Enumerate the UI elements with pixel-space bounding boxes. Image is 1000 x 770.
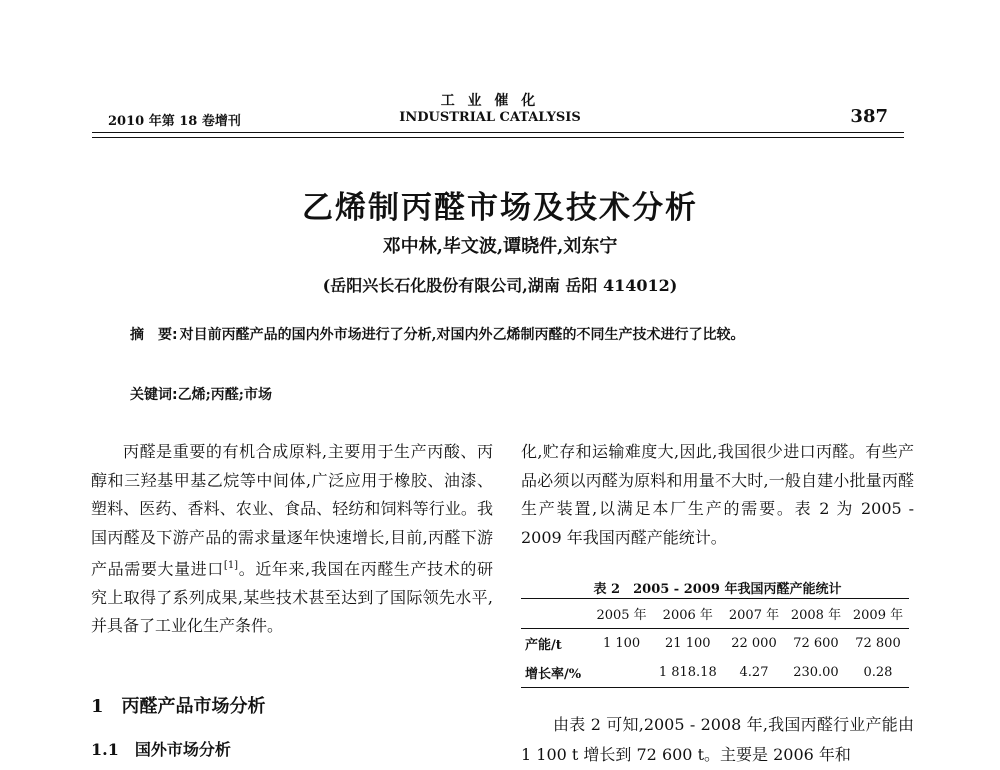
abstract (130, 322, 890, 348)
table-cell: 0.28 (863, 665, 893, 680)
table-header-cell (521, 599, 591, 629)
right-column (521, 438, 914, 552)
table-cell: 增长率/% (525, 667, 582, 682)
article-affiliation: (岳阳兴长石化股份有限公司,湖南 岳阳 414012) (322, 276, 678, 295)
header-rule-thick (92, 132, 904, 133)
header-rule-thin (92, 137, 904, 138)
table-cell: 72 800 (855, 636, 901, 651)
after-table-paragraph-block (521, 710, 914, 770)
table-header-cell: 2005 年 (596, 608, 647, 623)
journal-name (360, 90, 620, 125)
table-caption: 表 2 2005 - 2009 年我国丙醛产能统计 (593, 582, 842, 597)
after-table-paragraph: 由表 2 可知,2005 - 2008 年,我国丙醛行业产能由 1 100 t 增长到 72 600 t。主要是 2006 年和 (521, 715, 914, 764)
capacity-table (521, 598, 909, 688)
article-authors: 邓中林,毕文波,谭晓件,刘东宁 (382, 236, 618, 257)
right-paragraph: 化,贮存和运输难度大,因此,我国很少进口丙醛。有些产品必须以丙醛为原料和用量不大时,一般自建小批量丙醛生产装置,以满足本厂生产的需要。表 2 为 2005 - 2009 年我国丙醛产能统计。 (521, 442, 914, 547)
intro-paragraph (91, 438, 493, 641)
table-cell: 230.00 (793, 665, 839, 680)
journal-name-en: INDUSTRIAL CATALYSIS (399, 110, 581, 125)
page-number: 387 (850, 106, 888, 127)
keywords-label: 关键词: (130, 387, 178, 403)
table-row (521, 629, 909, 659)
table-cell: 1 100 (602, 636, 641, 651)
table-cell: 72 600 (793, 636, 839, 651)
table-cell: 4.27 (739, 665, 769, 680)
intro-text-b: 。近年来,我国在丙醛生产技术的研究上取得了系列成果,某些技术甚至达到了国际领先水平,并具备了工业化生产条件。 (91, 559, 493, 636)
table-header-cell: 2009 年 (852, 608, 904, 623)
table-cell: 21 100 (665, 636, 711, 651)
journal-name-cn: 工 业 催 化 (440, 93, 540, 109)
table-row (521, 658, 909, 688)
table-header-cell: 2006 年 (662, 608, 713, 623)
table-cell: 22 000 (731, 636, 777, 651)
section-heading-1: 1 丙醛产品市场分析 (91, 696, 266, 717)
journal-issue: 2010 年第 18 卷增刊 (108, 114, 241, 129)
table-cell (591, 658, 653, 688)
table-header-cell: 2008 年 (790, 608, 842, 623)
intro-text-a: 丙醛是重要的有机合成原料,主要用于生产丙酸、丙醇和三羟基甲基乙烷等中间体,广泛应用于橡胶、油漆、塑料、医药、香料、农业、食品、轻纺和饲料等行业。我国丙醛及下游产品的需求量逐年快速增长,目前,丙醛下游产品需要大量进口 (91, 442, 493, 579)
keywords-text: 乙烯;丙醛;市场 (177, 387, 272, 403)
table-cell: 产能/t (525, 638, 562, 653)
abstract-label: 摘 要: (130, 327, 178, 343)
table-header-cell: 2007 年 (728, 608, 780, 623)
table-header-row (521, 599, 909, 629)
abstract-text: 对目前丙醛产品的国内外市场进行了分析,对国内外乙烯制丙醛的不同生产技术进行了比较。 (179, 327, 745, 343)
article-title: 乙烯制丙醛市场及技术分析 (302, 190, 698, 226)
section-heading-1-1: 1.1 国外市场分析 (91, 740, 231, 759)
keywords (130, 384, 890, 404)
table-cell: 1 818.18 (658, 665, 717, 680)
left-column (91, 438, 493, 641)
citation-ref: [1] (223, 560, 239, 571)
